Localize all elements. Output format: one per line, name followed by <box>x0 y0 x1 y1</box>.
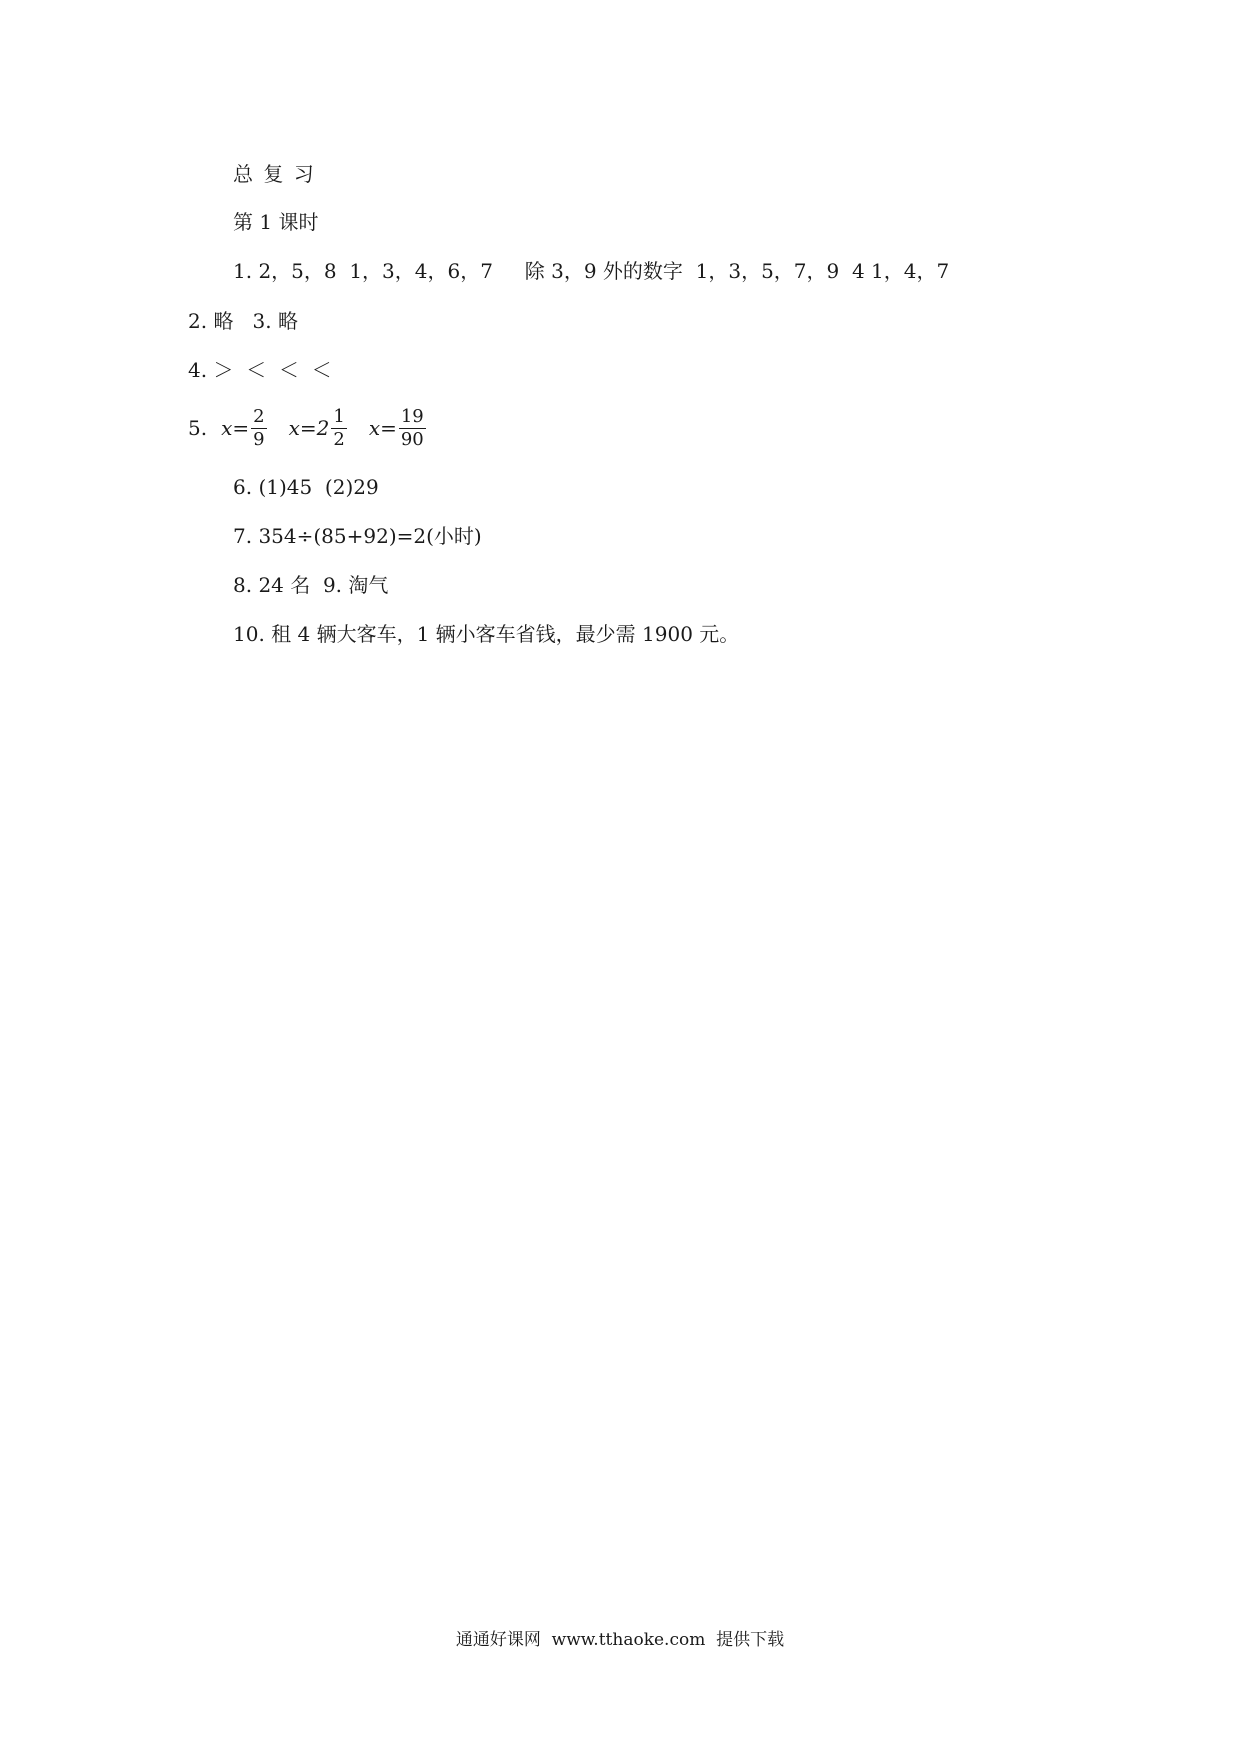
fraction-2-numerator: 1 <box>333 405 345 427</box>
fraction-3 <box>399 406 426 451</box>
answer-6: 6. (1)45 (2)29 <box>233 475 379 499</box>
fraction-2 <box>331 406 346 451</box>
page-footer: 通通好课网 www.tthaoke.com 提供下载 <box>455 1630 785 1650</box>
answer-1: 1. 2，5，8 1，3，4，6，7 除 3，9 外的数字 1，3，5，7，9 4 1，4，7 <box>233 259 950 283</box>
answer-5-label: 5. <box>188 416 208 440</box>
answer-7: 7. 354÷(85+92)=2(小时) <box>233 524 482 548</box>
answer-8-9: 8. 24 名 9. 淘气 <box>233 573 389 597</box>
equation-1 <box>221 406 267 451</box>
section-title: 总 复 习 <box>233 162 316 186</box>
equation-1-lhs: x= <box>221 416 250 440</box>
equation-3 <box>369 406 426 451</box>
equation-3-lhs: x= <box>368 416 397 440</box>
fraction-3-denominator: 90 <box>400 428 424 450</box>
answer-2-3: 2. 略 3. 略 <box>188 309 298 333</box>
fraction-3-numerator: 19 <box>400 405 424 427</box>
fraction-1 <box>251 406 266 451</box>
equation-2 <box>289 406 347 451</box>
answer-5 <box>188 400 448 456</box>
lesson-heading: 第 1 课时 <box>233 210 319 234</box>
answer-10: 10. 租 4 辆大客车，1 辆小客车省钱，最少需 1900 元。 <box>233 622 740 646</box>
answer-4: 4. ＞ ＜ ＜ ＜ <box>188 358 332 382</box>
fraction-1-numerator: 2 <box>253 405 265 427</box>
equation-2-lhs: x=2 <box>288 416 330 440</box>
fraction-2-denominator: 2 <box>333 428 345 450</box>
fraction-1-denominator: 9 <box>253 428 265 450</box>
